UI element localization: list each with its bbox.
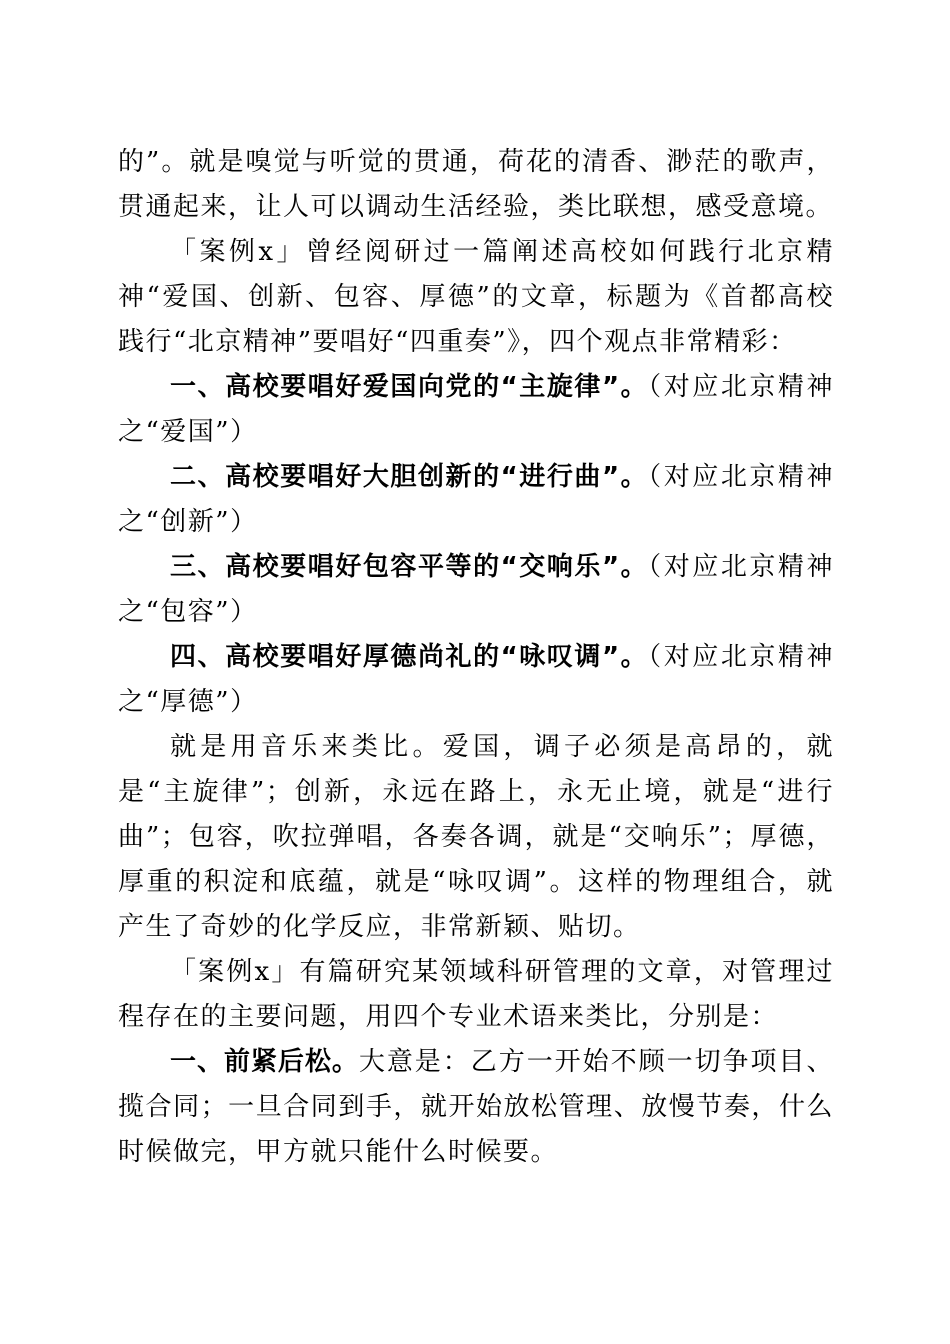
point-note: 大意是：乙方一开始不顾一切争项目、揽合同；一旦合同到手，就开始放松管理、放慢节奏，什么时候做完，甲方就只能什么时候要。 — [118, 1047, 834, 1167]
point-note: （对应北京精神之“厚德”） — [118, 642, 834, 717]
paragraph-continuation: 的”。就是嗅觉与听觉的贯通，荷花的清香、渺茫的歌声，贯通起来，让人可以调动生活经验，类比联想，感受意境。 — [118, 147, 834, 222]
paragraph-music-analogy: 就是用音乐来类比。爱国，调子必须是高昂的，就是“主旋律”；创新，永远在路上，永无止境，就是“进行曲”；包容，吹拉弹唱，各奏各调，就是“交响乐”；厚德，厚重的积淀和底蕴，就是“咏叹调”。这样的物理组合，就产生了奇妙的化学反应，非常新颖、贴切。 — [118, 732, 834, 942]
point-heading: 四、高校要唱好厚德尚礼的“咏叹调”。 — [170, 642, 649, 672]
point-four-virtue — [118, 635, 834, 725]
point-one-front-tight-back-loose — [118, 1040, 834, 1175]
paragraph-case-beijing-spirit: 「案例x」曾经阅研过一篇阐述高校如何践行北京精神“爱国、创新、包容、厚德”的文章，标题为《首都高校践行“北京精神”要唱好“四重奏”》，四个观点非常精彩： — [118, 237, 834, 357]
paragraph-case-research-management: 「案例x」有篇研究某领域科研管理的文章，对管理过程存在的主要问题，用四个专业术语来类比，分别是： — [118, 957, 834, 1032]
point-heading: 一、高校要唱好爱国向党的“主旋律”。 — [170, 372, 649, 402]
point-note: （对应北京精神之“包容”） — [118, 552, 834, 627]
point-heading: 一、前紧后松。 — [170, 1047, 359, 1077]
point-note: （对应北京精神之“爱国”） — [118, 372, 834, 447]
point-heading: 三、高校要唱好包容平等的“交响乐”。 — [170, 552, 649, 582]
point-note: （对应北京精神之“创新”） — [118, 462, 834, 537]
point-one-patriotism — [118, 365, 834, 455]
point-three-inclusiveness — [118, 545, 834, 635]
point-two-innovation — [118, 455, 834, 545]
point-heading: 二、高校要唱好大胆创新的“进行曲”。 — [170, 462, 649, 492]
document-body — [118, 140, 834, 1175]
